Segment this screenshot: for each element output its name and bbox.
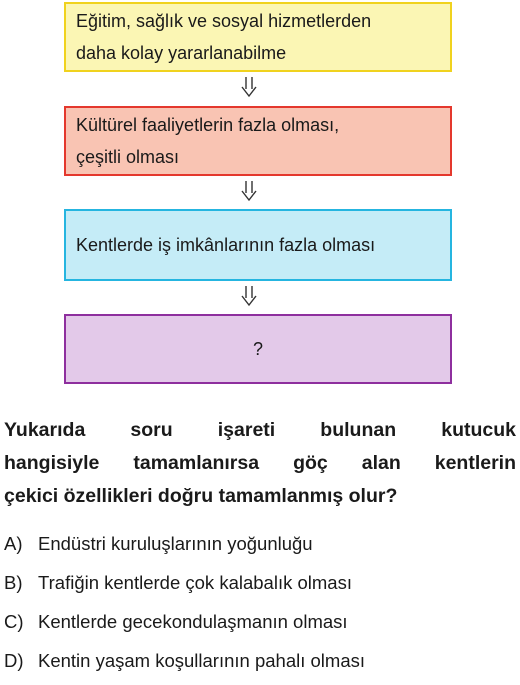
flow-box-culture — [64, 106, 452, 176]
option-text: Kentin yaşam koşullarının pahalı olması — [38, 650, 366, 671]
question-line: Yukarıda soru işareti bulunan kutucuk — [4, 419, 516, 441]
flow-box-unknown — [64, 314, 452, 384]
flow-box-text: Kültürel faaliyetlerin fazla olması, — [76, 115, 340, 135]
flow-box-text: daha kolay yararlanabilme — [76, 43, 287, 63]
question-text — [4, 414, 516, 513]
option-text: Kentlerde gecekondulaşmanın olması — [38, 611, 348, 632]
option-letter: C) — [4, 611, 24, 632]
double-down-arrow-icon — [239, 180, 259, 202]
option-letter: D) — [4, 650, 24, 671]
option-text: Trafiğin kentlerde çok kalabalık olması — [38, 572, 352, 593]
double-down-arrow-icon — [239, 76, 259, 98]
option-a[interactable] — [4, 529, 516, 568]
flow-box-text: Kentlerde iş imkânlarının fazla olması — [76, 235, 376, 255]
option-c[interactable] — [4, 607, 516, 646]
flow-box-education — [64, 2, 452, 72]
flow-box-text: çeşitli olması — [76, 147, 180, 167]
option-letter: A) — [4, 533, 23, 554]
answer-options — [4, 529, 516, 685]
question-line: hangisiyle tamamlanırsa göç alan kentlerin — [4, 452, 516, 474]
double-down-arrow-icon — [239, 285, 259, 307]
question-mark: ? — [252, 339, 263, 359]
option-b[interactable] — [4, 568, 516, 607]
question-line: çekici özellikleri doğru tamamlanmış olur? — [4, 485, 398, 507]
option-text: Endüstri kuruluşlarının yoğunluğu — [38, 533, 313, 554]
flow-box-text: Eğitim, sağlık ve sosyal hizmetlerden — [76, 11, 372, 31]
option-letter: B) — [4, 572, 23, 593]
option-d[interactable] — [4, 646, 516, 685]
flow-box-jobs — [64, 209, 452, 281]
